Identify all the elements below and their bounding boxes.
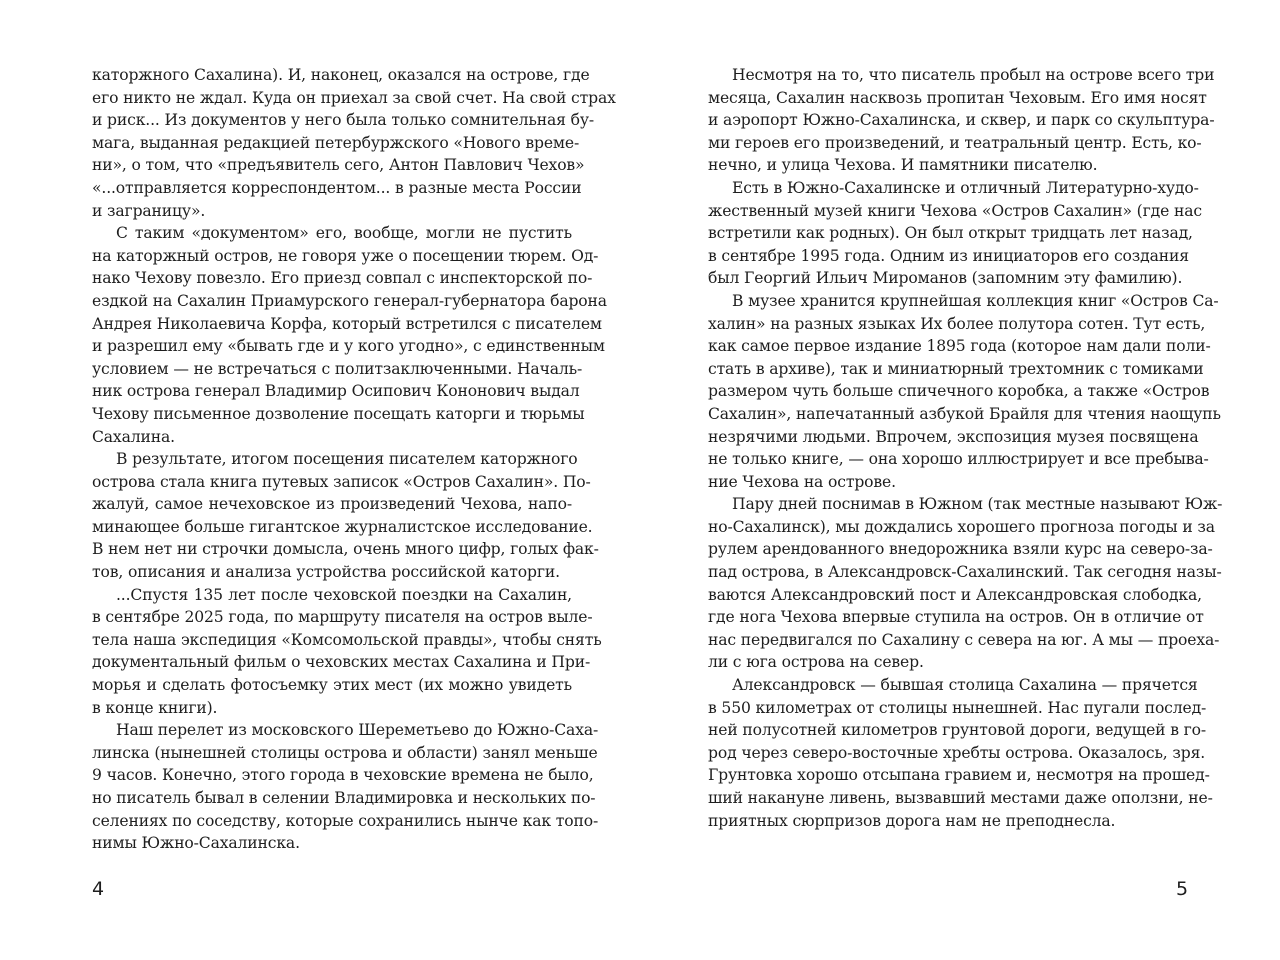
text-line: Есть в Южно-Сахалинске и отличный Литературно-худо- — [732, 178, 1199, 197]
text-line: в сентябре 1995 года. Одним из инициаторов его создания — [708, 246, 1189, 265]
text-line: пад острова, в Александровск-Сахалинский. Так сегодня назы- — [708, 563, 1222, 582]
text-line: морья и сделать фотосъемку этих мест (их можно увидеть — [92, 676, 572, 695]
text-line: острова стала книга путевых записок «Остров Сахалин». По- — [92, 472, 591, 491]
text-line: В результате, итогом посещения писателем каторжного — [116, 450, 578, 469]
text-line: Несмотря на то, что писатель пробыл на острове всего три — [732, 66, 1215, 84]
text-line: В нем нет ни строчки домысла, очень много цифр, голых фак- — [92, 540, 599, 559]
text-line: каторжного Сахалина). И, наконец, оказался на острове, где — [92, 66, 590, 84]
text-line: Сахалина. — [92, 427, 175, 446]
text-line: как самое первое издание 1895 года (которое нам дали поли- — [708, 337, 1211, 356]
text-line: ние Чехова на острове. — [708, 472, 896, 491]
text-line: стать в архиве), так и миниатюрный трехтомник с томиками — [708, 359, 1204, 378]
text-line: в конце книги). — [92, 698, 218, 717]
text-line: жалуй, самое нечеховское из произведений Чехова, напо- — [92, 495, 572, 514]
page-number-left: 4 — [92, 878, 105, 900]
text-line: ник острова генерал Владимир Осипович Кононович выдал — [92, 382, 580, 401]
text-line: документальный фильм о чеховских местах Сахалина и При- — [92, 653, 591, 672]
text-line: незрячими людьми. Впрочем, экспозиция музея посвящена — [708, 427, 1199, 446]
text-line: Грунтовка хорошо отсыпана гравием и, несмотря на прошед- — [708, 766, 1210, 785]
paragraph — [92, 448, 599, 584]
text-line: но-Сахалинск), мы дождались хорошего прогноза погоды и за — [708, 517, 1215, 536]
text-line: месяца, Сахалин насквозь пропитан Чеховым. Его имя носят — [708, 88, 1207, 107]
text-line: приятных сюрпризов дорога нам не преподнесла. — [708, 811, 1116, 830]
text-line: был Георгий Ильич Мироманов (запомним эту фамилию). — [708, 269, 1183, 288]
text-line: жественный музей книги Чехова «Остров Сахалин» (где нас — [708, 201, 1202, 220]
text-line: на каторжный остров, не говоря уже о посещении тюрем. Од- — [92, 246, 599, 265]
left-page — [92, 64, 616, 855]
text-line: Пару дней поснимав в Южном (так местные называют Юж- — [732, 495, 1223, 514]
text-line: С таким «документом» его, вообще, могли не пустить — [116, 224, 572, 243]
text-line: тела наша экспедиция «Комсомольской правды», чтобы снять — [92, 630, 602, 649]
text-line: и разрешил ему «бывать где и у кого угодно», с единственным — [92, 337, 605, 356]
text-line: но писатель бывал в селении Владимировка и нескольких по- — [92, 789, 596, 807]
paragraph — [708, 674, 1213, 832]
right-page — [708, 64, 1223, 832]
text-line: линска (нынешней столицы острова и области) занял меньше — [92, 743, 598, 762]
text-line: Александровск — бывшая столица Сахалина — прячется — [732, 676, 1198, 695]
text-line: ли с юга острова на север. — [708, 653, 924, 672]
text-line: где нога Чехова впервые ступила на остров. Он в отличие от — [708, 608, 1204, 627]
text-line: селениях по соседству, которые сохранились нынче как топо- — [92, 811, 599, 830]
text-line: минающее больше гигантское журналистское исследование. — [92, 517, 593, 536]
text-line: тов, описания и анализа устройства российской каторги. — [92, 563, 560, 582]
text-line: Наш перелет из московского Шереметьево до Южно-Саха- — [116, 721, 599, 740]
page-number-right: 5 — [1176, 878, 1189, 900]
text-line: ...Спустя 135 лет после чеховской поездки на Сахалин, — [116, 585, 572, 604]
text-line: нас передвигался по Сахалину с севера на юг. А мы — проеха- — [708, 630, 1220, 649]
text-line: Андрея Николаевича Корфа, который встретился с писателем — [92, 314, 602, 333]
text-line: встретили как родных). Он был открыт тридцать лет назад, — [708, 224, 1193, 243]
paragraph — [708, 290, 1221, 493]
text-line: халин» на разных языках Их более полутора сотен. Тут есть, — [708, 314, 1206, 333]
paragraph — [708, 64, 1215, 177]
text-line: род через северо-восточные хребты острова. Оказалось, зря. — [708, 743, 1206, 762]
text-line: В музее хранится крупнейшая коллекция книг «Остров Са- — [732, 291, 1219, 310]
text-line: в сентябре 2025 года, по маршруту писателя на остров выле- — [92, 608, 593, 627]
text-line: и заграницу». — [92, 201, 206, 220]
text-line: Сахалин», напечатанный азбукой Брайля для чтения наощупь — [708, 404, 1221, 423]
paragraph — [92, 719, 599, 855]
paragraph — [92, 584, 602, 720]
text-line: в 550 километрах от столицы нынешней. Нас пугали послед- — [708, 698, 1207, 717]
text-line: нимы Южно-Сахалинска. — [92, 834, 300, 853]
text-line: Чехову письменное дозволение посещать каторги и тюрьмы — [92, 404, 585, 423]
text-line: его никто не ждал. Куда он приехал за свой счет. На свой страх — [92, 88, 616, 107]
text-line: рулем арендованного внедорожника взяли курс на северо-за- — [708, 540, 1213, 559]
text-line: не только книге, — она хорошо иллюстрирует и все пребыва- — [708, 450, 1209, 469]
text-line: ми героев его произведений, и театральный центр. Есть, ко- — [708, 133, 1202, 152]
text-line: нако Чехову повезло. Его приезд совпал с инспекторской по- — [92, 269, 593, 288]
text-line: ней полусотней километров грунтовой дороги, ведущей в го- — [708, 721, 1207, 740]
text-line: мага, выданная редакцией петербуржского «Нового време- — [92, 133, 580, 152]
paragraph — [92, 64, 616, 222]
paragraph — [708, 493, 1223, 674]
paragraph — [708, 177, 1202, 290]
text-line: ни», о том, что «предъявитель сего, Антон Павлович Чехов» — [92, 156, 585, 175]
text-line: размером чуть больше спичечного коробка, а также «Остров — [708, 382, 1210, 401]
paragraph — [92, 222, 607, 448]
text-line: условием — не встречаться с политзаключенными. Началь- — [92, 359, 583, 378]
text-line: и аэропорт Южно-Сахалинска, и сквер, и парк со скульптура- — [708, 111, 1215, 130]
text-line: и риск... Из документов у него была только сомнительная бу- — [92, 111, 594, 130]
text-line: нечно, и улица Чехова. И памятники писателю. — [708, 156, 1098, 175]
text-line: ваются Александровский пост и Александровская слободка, — [708, 585, 1202, 604]
text-line: «...отправляется корреспондентом... в разные места России — [92, 178, 582, 197]
text-line: ездкой на Сахалин Приамурского генерал-губернатора барона — [92, 291, 607, 310]
text-line: 9 часов. Конечно, этого города в чеховские времена не было, — [92, 766, 594, 785]
text-line: ший накануне ливень, вызвавший местами даже оползни, не- — [708, 789, 1213, 807]
